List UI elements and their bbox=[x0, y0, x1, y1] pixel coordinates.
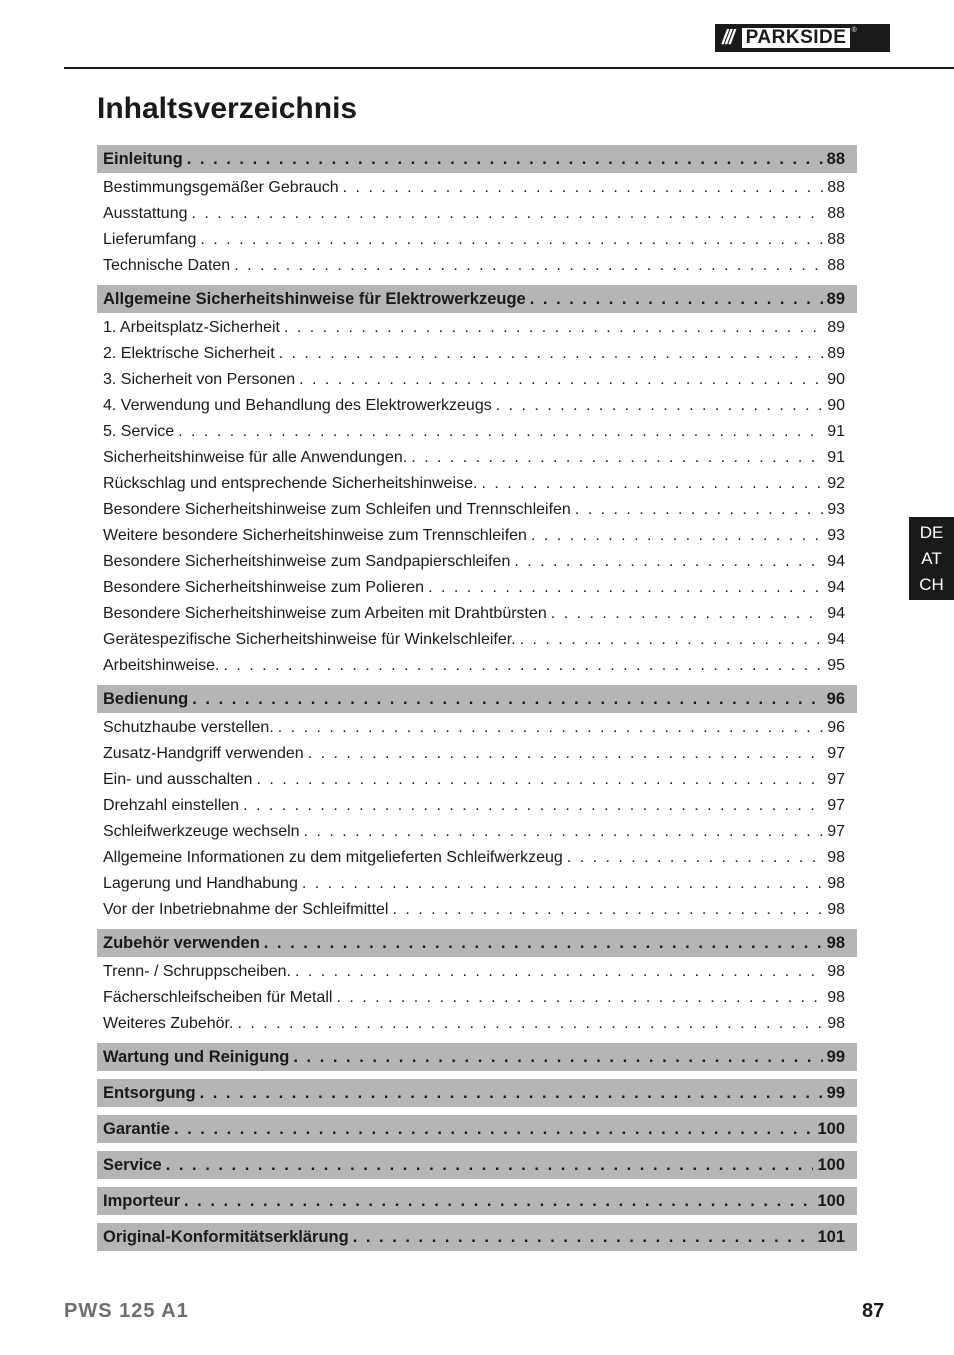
toc-section-page: 99 bbox=[826, 1047, 845, 1066]
toc-entry[interactable] bbox=[97, 393, 857, 419]
toc-entry-label: Drehzahl einstellen bbox=[103, 797, 240, 814]
language-tab bbox=[909, 517, 954, 600]
toc-entry[interactable] bbox=[97, 523, 857, 549]
toc-leader-dots bbox=[304, 823, 824, 841]
toc-section-page: 96 bbox=[826, 689, 845, 708]
toc-entry-page: 93 bbox=[827, 527, 845, 544]
toc-entry-page: 90 bbox=[827, 371, 845, 388]
toc-entry-page: 96 bbox=[827, 719, 845, 736]
toc-entry-page: 97 bbox=[827, 797, 845, 814]
toc-leader-dots bbox=[174, 1120, 814, 1139]
toc-entry-label: 1. Arbeitsplatz-Sicherheit bbox=[103, 319, 280, 336]
toc-section-page: 89 bbox=[826, 289, 845, 308]
toc-entry[interactable] bbox=[97, 601, 857, 627]
toc-entry-page: 91 bbox=[827, 449, 845, 466]
toc-leader-dots bbox=[299, 371, 823, 389]
toc-entry[interactable] bbox=[97, 549, 857, 575]
toc-entry[interactable] bbox=[97, 497, 857, 523]
toc-leader-dots bbox=[293, 1048, 822, 1067]
toc-section[interactable] bbox=[97, 1151, 857, 1179]
toc-leader-dots bbox=[278, 719, 823, 737]
toc-entry-label: Trenn- / Schruppscheiben. bbox=[103, 963, 291, 980]
table-of-contents bbox=[97, 145, 857, 1251]
parkside-logo bbox=[715, 24, 890, 52]
toc-entry-label: Lieferumfang bbox=[103, 231, 197, 248]
toc-leader-dots bbox=[224, 657, 824, 675]
toc-entry-label: Weitere besondere Sicherheitshinweise zum Trennschleifen bbox=[103, 527, 527, 544]
toc-entry[interactable] bbox=[97, 315, 857, 341]
toc-entry[interactable] bbox=[97, 341, 857, 367]
toc-section-title: Bedienung bbox=[103, 689, 189, 708]
toc-entry-page: 88 bbox=[827, 231, 845, 248]
toc-entry-label: Lagerung und Handhabung bbox=[103, 875, 298, 892]
toc-leader-dots bbox=[192, 205, 824, 223]
toc-section-title: Garantie bbox=[103, 1119, 170, 1138]
toc-entry[interactable] bbox=[97, 845, 857, 871]
toc-section[interactable] bbox=[97, 685, 857, 713]
toc-entry-label: Technische Daten bbox=[103, 257, 231, 274]
toc-entry-label: Vor der Inbetriebnahme der Schleifmittel bbox=[103, 901, 389, 918]
toc-entry-page: 98 bbox=[827, 901, 845, 918]
toc-section-title: Einleitung bbox=[103, 149, 183, 168]
toc-section[interactable] bbox=[97, 145, 857, 173]
toc-entry-label: 4. Verwendung und Behandlung des Elektrowerkzeugs bbox=[103, 397, 492, 414]
toc-entry-page: 89 bbox=[827, 345, 845, 362]
toc-section[interactable] bbox=[97, 1043, 857, 1071]
footer-model-name: PWS 125 A1 bbox=[64, 1300, 189, 1322]
toc-entry[interactable] bbox=[97, 227, 857, 253]
toc-leader-dots bbox=[187, 150, 823, 169]
toc-entry[interactable] bbox=[97, 1011, 857, 1037]
toc-entry-label: 3. Sicherheit von Personen bbox=[103, 371, 296, 388]
toc-entry[interactable] bbox=[97, 715, 857, 741]
toc-entry-page: 98 bbox=[827, 1015, 845, 1032]
toc-entry-page: 93 bbox=[827, 501, 845, 518]
toc-entry-label: Ausstattung bbox=[103, 205, 188, 222]
toc-entry-page: 94 bbox=[827, 579, 845, 596]
toc-entry-label: Besondere Sicherheitshinweise zum Sandpapierschleifen bbox=[103, 553, 511, 570]
toc-entry-page: 92 bbox=[827, 475, 845, 492]
toc-entry-page: 88 bbox=[827, 257, 845, 274]
toc-entry[interactable] bbox=[97, 985, 857, 1011]
toc-leader-dots bbox=[336, 989, 823, 1007]
toc-entry-page: 98 bbox=[827, 963, 845, 980]
toc-entry[interactable] bbox=[97, 897, 857, 923]
toc-entry-label: Bestimmungsgemäßer Gebrauch bbox=[103, 179, 339, 196]
toc-leader-dots bbox=[243, 797, 823, 815]
toc-leader-dots bbox=[343, 179, 824, 197]
toc-entry-page: 89 bbox=[827, 319, 845, 336]
toc-leader-dots bbox=[411, 449, 823, 467]
toc-section[interactable] bbox=[97, 285, 857, 313]
toc-leader-dots bbox=[575, 501, 823, 519]
toc-entry-label: Rückschlag und entsprechende Sicherheitshinweise. bbox=[103, 475, 478, 492]
toc-leader-dots bbox=[308, 745, 824, 763]
toc-entry-page: 94 bbox=[827, 553, 845, 570]
toc-entry-label: Gerätespezifische Sicherheitshinweise für Winkelschleifer. bbox=[103, 631, 516, 648]
toc-leader-dots bbox=[200, 1084, 823, 1103]
toc-entry-label: Besondere Sicherheitshinweise zum Arbeiten mit Drahtbürsten bbox=[103, 605, 547, 622]
toc-entry[interactable] bbox=[97, 201, 857, 227]
toc-leader-dots bbox=[264, 934, 823, 953]
toc-section-title: Original-Konformitätserklärung bbox=[103, 1227, 349, 1246]
toc-entry-label: Sicherheitshinweise für alle Anwendungen. bbox=[103, 449, 408, 466]
toc-leader-dots bbox=[428, 579, 823, 597]
toc-leader-dots bbox=[567, 849, 823, 867]
toc-entry-label: Arbeitshinweise. bbox=[103, 657, 220, 674]
toc-section-page: 101 bbox=[817, 1227, 845, 1246]
toc-section-title: Zubehör verwenden bbox=[103, 933, 260, 952]
toc-entry[interactable] bbox=[97, 175, 857, 201]
toc-leader-dots bbox=[256, 771, 823, 789]
toc-entry-page: 98 bbox=[827, 989, 845, 1006]
toc-section-title: Allgemeine Sicherheitshinweise für Elektrowerkzeuge bbox=[103, 289, 526, 308]
toc-section-title: Importeur bbox=[103, 1191, 181, 1210]
toc-entry-page: 91 bbox=[827, 423, 845, 440]
toc-entry-label: Allgemeine Informationen zu dem mitgelieferten Schleifwerkzeug bbox=[103, 849, 563, 866]
toc-leader-dots bbox=[531, 527, 823, 545]
toc-entry-page: 88 bbox=[827, 179, 845, 196]
toc-entry[interactable] bbox=[97, 871, 857, 897]
toc-entry-page: 90 bbox=[827, 397, 845, 414]
toc-leader-dots bbox=[279, 345, 824, 363]
toc-section[interactable] bbox=[97, 1115, 857, 1143]
logo-registered-mark: ® bbox=[851, 27, 857, 34]
toc-entry-page: 88 bbox=[827, 205, 845, 222]
toc-entry-label: Weiteres Zubehör. bbox=[103, 1015, 234, 1032]
toc-section-title: Service bbox=[103, 1155, 162, 1174]
toc-entry[interactable] bbox=[97, 793, 857, 819]
toc-entry-page: 94 bbox=[827, 605, 845, 622]
toc-leader-dots bbox=[530, 290, 823, 309]
toc-entry-label: Schleifwerkzeuge wechseln bbox=[103, 823, 300, 840]
toc-leader-dots bbox=[237, 1015, 823, 1033]
toc-entry[interactable] bbox=[97, 767, 857, 793]
toc-leader-dots bbox=[178, 423, 823, 441]
toc-leader-dots bbox=[353, 1228, 814, 1247]
toc-leader-dots bbox=[392, 901, 823, 919]
toc-entry-page: 97 bbox=[827, 771, 845, 788]
page-title: Inhaltsverzeichnis bbox=[97, 92, 358, 125]
toc-leader-dots bbox=[234, 257, 823, 275]
toc-entry-page: 97 bbox=[827, 823, 845, 840]
language-de: DE bbox=[919, 522, 944, 542]
toc-entry[interactable] bbox=[97, 471, 857, 497]
toc-entry-label: 5. Service bbox=[103, 423, 175, 440]
toc-entry[interactable] bbox=[97, 367, 857, 393]
toc-leader-dots bbox=[200, 231, 823, 249]
toc-section-page: 99 bbox=[826, 1083, 845, 1102]
toc-entry[interactable] bbox=[97, 653, 857, 679]
toc-section-page: 100 bbox=[817, 1119, 845, 1138]
header-rule bbox=[64, 67, 954, 69]
toc-entry-label: 2. Elektrische Sicherheit bbox=[103, 345, 275, 362]
toc-entry[interactable] bbox=[97, 627, 857, 653]
footer-page-number: 87 bbox=[862, 1300, 885, 1322]
toc-entry-page: 94 bbox=[827, 631, 845, 648]
toc-section[interactable] bbox=[97, 1079, 857, 1107]
toc-section-page: 88 bbox=[826, 149, 845, 168]
toc-leader-dots bbox=[295, 963, 823, 981]
toc-leader-dots bbox=[481, 475, 823, 493]
toc-entry-label: Besondere Sicherheitshinweise zum Schleifen und Trennschleifen bbox=[103, 501, 571, 518]
toc-leader-dots bbox=[496, 397, 823, 415]
toc-entry[interactable] bbox=[97, 575, 857, 601]
toc-entry[interactable] bbox=[97, 959, 857, 985]
language-ch: CH bbox=[919, 574, 944, 594]
language-at: AT bbox=[921, 548, 942, 568]
toc-section-page: 100 bbox=[817, 1155, 845, 1174]
toc-entry-page: 95 bbox=[827, 657, 845, 674]
toc-entry[interactable] bbox=[97, 419, 857, 445]
toc-leader-dots bbox=[551, 605, 823, 623]
toc-entry[interactable] bbox=[97, 445, 857, 471]
toc-leader-dots bbox=[514, 553, 823, 571]
toc-entry-page: 98 bbox=[827, 875, 845, 892]
toc-section[interactable] bbox=[97, 929, 857, 957]
toc-section-title: Entsorgung bbox=[103, 1083, 196, 1102]
toc-entry-label: Ein- und ausschalten bbox=[103, 771, 253, 788]
toc-leader-dots bbox=[284, 319, 823, 337]
toc-leader-dots bbox=[184, 1192, 813, 1211]
toc-section[interactable] bbox=[97, 1187, 857, 1215]
toc-section-title: Wartung und Reinigung bbox=[103, 1047, 290, 1066]
toc-section-page: 98 bbox=[826, 933, 845, 952]
logo-slashes: /// bbox=[722, 26, 733, 49]
toc-entry-label: Fächerschleifscheiben für Metall bbox=[103, 989, 333, 1006]
toc-leader-dots bbox=[166, 1156, 814, 1175]
toc-section[interactable] bbox=[97, 1223, 857, 1251]
toc-entry[interactable] bbox=[97, 253, 857, 279]
toc-entry-page: 98 bbox=[827, 849, 845, 866]
toc-entry[interactable] bbox=[97, 741, 857, 767]
toc-entry-label: Zusatz-Handgriff verwenden bbox=[103, 745, 304, 762]
toc-leader-dots bbox=[192, 690, 822, 709]
toc-leader-dots bbox=[520, 631, 824, 649]
toc-entry-label: Schutzhaube verstellen. bbox=[103, 719, 274, 736]
logo-brand-name: PARKSIDE bbox=[742, 28, 851, 48]
toc-section-page: 100 bbox=[817, 1191, 845, 1210]
toc-entry[interactable] bbox=[97, 819, 857, 845]
toc-entry-label: Besondere Sicherheitshinweise zum Polieren bbox=[103, 579, 425, 596]
toc-leader-dots bbox=[302, 875, 823, 893]
toc-entry-page: 97 bbox=[827, 745, 845, 762]
